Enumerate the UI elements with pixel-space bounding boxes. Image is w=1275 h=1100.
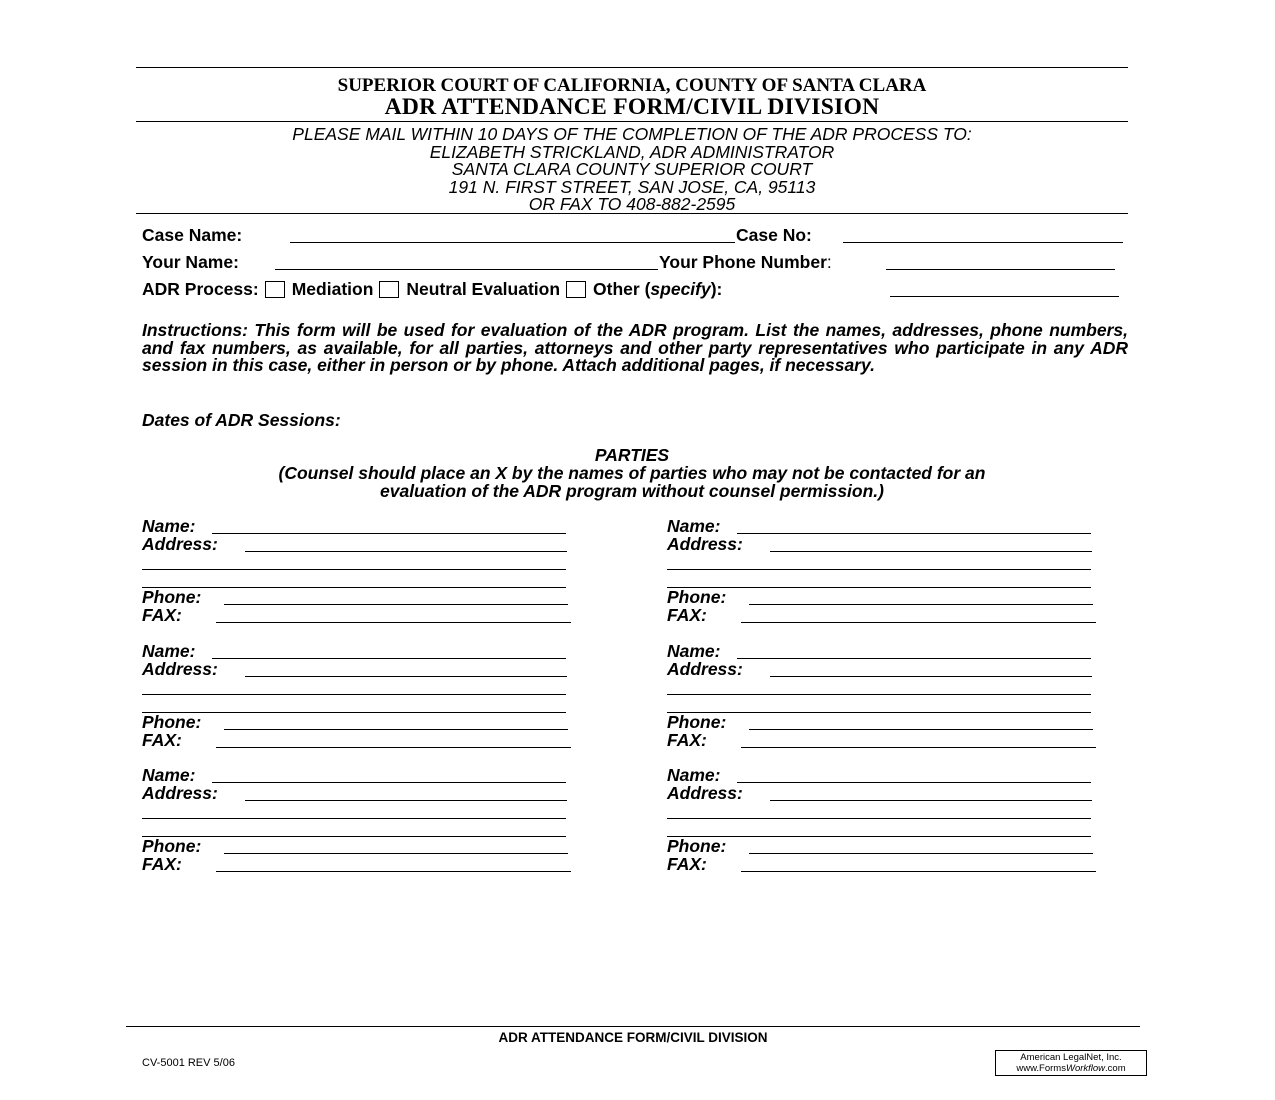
party-phone-field[interactable]	[749, 729, 1093, 730]
top-rule	[136, 67, 1128, 68]
party-fax-label: FAX:	[142, 854, 182, 874]
party-address-label: Address:	[667, 783, 743, 803]
party-fax-field[interactable]	[216, 747, 571, 748]
instructions-text: Instructions: This form will be used for evaluation of the ADR program. List the names, addresses, phone numbers, and fax numbers, as available, for all parties, attorneys and other party representatives who participate in any ADR session in this case, either in person or by phone. Attach additional pages, if necessary.	[142, 320, 1128, 376]
form-title: ADR ATTENDANCE FORM/CIVIL DIVISION	[384, 94, 880, 120]
party-address-line2[interactable]	[142, 569, 566, 570]
footer-rule	[126, 1026, 1140, 1027]
party-address-line3[interactable]	[142, 836, 566, 837]
party-name-label: Name:	[667, 765, 721, 785]
other-label-suffix: ):	[710, 279, 723, 299]
party-phone-label: Phone:	[667, 712, 727, 732]
mailing-line: PLEASE MAIL WITHIN 10 DAYS OF THE COMPLETION OF THE ADR PROCESS TO:	[292, 124, 972, 144]
mailing-line: ELIZABETH STRICKLAND, ADR ADMINISTRATOR	[429, 141, 835, 162]
mailing-line: SANTA CLARA COUNTY SUPERIOR COURT	[451, 159, 813, 179]
party-fax-label: FAX:	[142, 605, 182, 625]
party-address-field[interactable]	[245, 800, 567, 801]
party-name-field[interactable]	[212, 658, 566, 659]
party-fax-field[interactable]	[216, 622, 571, 623]
party-address-field[interactable]	[245, 676, 567, 677]
your-name-label: Your Name:	[142, 252, 239, 272]
party-phone-label: Phone:	[142, 836, 202, 856]
party-address-label: Address:	[142, 534, 218, 554]
party-name-label: Name:	[142, 765, 196, 785]
party-phone-field[interactable]	[749, 604, 1093, 605]
party-address-line3[interactable]	[142, 712, 566, 713]
mailing-rule	[136, 213, 1128, 214]
other-checkbox[interactable]	[566, 281, 586, 298]
dates-label: Dates of ADR Sessions:	[142, 410, 341, 430]
party-address-label: Address:	[142, 783, 218, 803]
parties-heading: PARTIES	[594, 445, 670, 465]
party-phone-label: Phone:	[667, 836, 727, 856]
party-name-field[interactable]	[737, 658, 1091, 659]
mailing-block	[136, 126, 1128, 214]
publisher-credit	[995, 1050, 1147, 1076]
party-address-field[interactable]	[770, 800, 1092, 801]
party-name-field[interactable]	[212, 533, 566, 534]
party-phone-label: Phone:	[142, 712, 202, 732]
party-address-line2[interactable]	[667, 818, 1091, 819]
party-address-label: Address:	[667, 534, 743, 554]
party-phone-label: Phone:	[667, 587, 727, 607]
party-fax-label: FAX:	[142, 730, 182, 750]
credit-line2-prefix: www.Forms	[1016, 1063, 1066, 1074]
title-rule	[136, 121, 1128, 122]
credit-line2	[999, 1063, 1143, 1074]
other-label-prefix: Other (	[593, 279, 651, 299]
party-name-field[interactable]	[212, 782, 566, 783]
party-name-label: Name:	[142, 641, 196, 661]
party-address-field[interactable]	[770, 551, 1092, 552]
neutral-evaluation-label: Neutral Evaluation	[406, 279, 561, 299]
party-address-label: Address:	[667, 659, 743, 679]
party-fax-field[interactable]	[741, 747, 1096, 748]
other-specify-text: specify	[650, 279, 711, 299]
party-name-label: Name:	[667, 516, 721, 536]
party-phone-field[interactable]	[749, 853, 1093, 854]
case-name-label: Case Name:	[142, 225, 243, 245]
adr-process-row	[142, 279, 722, 300]
party-address-line3[interactable]	[667, 836, 1091, 837]
party-name-field[interactable]	[737, 533, 1091, 534]
mailing-line: 191 N. FIRST STREET, SAN JOSE, CA, 95113	[448, 176, 816, 197]
party-fax-label: FAX:	[667, 730, 707, 750]
party-fax-label: FAX:	[667, 605, 707, 625]
credit-line1: American LegalNet, Inc.	[1020, 1052, 1122, 1063]
mediation-checkbox[interactable]	[265, 281, 285, 298]
party-fax-field[interactable]	[741, 622, 1096, 623]
credit-line2-suffix: .com	[1105, 1063, 1126, 1074]
party-phone-field[interactable]	[224, 729, 568, 730]
party-phone-label: Phone:	[142, 587, 202, 607]
case-no-label: Case No:	[736, 225, 812, 245]
your-phone-field[interactable]	[886, 269, 1115, 270]
party-name-label: Name:	[667, 641, 721, 661]
party-address-line2[interactable]	[142, 818, 566, 819]
party-address-line2[interactable]	[667, 569, 1091, 570]
your-phone-text: Your Phone Number	[659, 252, 827, 272]
party-address-line2[interactable]	[142, 694, 566, 695]
other-specify-field[interactable]	[890, 296, 1119, 297]
court-name: SUPERIOR COURT OF CALIFORNIA, COUNTY OF SANTA CLARA	[337, 75, 927, 96]
your-phone-label	[659, 252, 832, 273]
footer-title: ADR ATTENDANCE FORM/CIVIL DIVISION	[498, 1030, 768, 1045]
mediation-label: Mediation	[291, 279, 374, 299]
party-address-field[interactable]	[770, 676, 1092, 677]
adr-process-label: ADR Process:	[142, 279, 259, 299]
party-name-field[interactable]	[737, 782, 1091, 783]
party-name-label: Name:	[142, 516, 196, 536]
case-name-field[interactable]	[290, 242, 735, 243]
your-name-field[interactable]	[275, 269, 658, 270]
party-phone-field[interactable]	[224, 604, 568, 605]
parties-note-line2: evaluation of the ADR program without counsel permission.)	[380, 481, 884, 501]
your-phone-colon: :	[826, 252, 832, 272]
party-address-line3[interactable]	[667, 587, 1091, 588]
party-address-line3[interactable]	[667, 712, 1091, 713]
party-fax-label: FAX:	[667, 854, 707, 874]
party-address-field[interactable]	[245, 551, 567, 552]
mailing-line: OR FAX TO 408-882-2595	[528, 194, 736, 214]
party-address-line2[interactable]	[667, 694, 1091, 695]
parties-note-line1: (Counsel should place an X by the names of parties who may not be contacted for an	[278, 463, 986, 483]
case-no-field[interactable]	[843, 242, 1123, 243]
neutral-evaluation-checkbox[interactable]	[379, 281, 399, 298]
party-address-label: Address:	[142, 659, 218, 679]
party-fax-field[interactable]	[741, 871, 1096, 872]
form-id: CV-5001 REV 5/06	[142, 1057, 235, 1069]
party-address-line3[interactable]	[142, 587, 566, 588]
party-phone-field[interactable]	[224, 853, 568, 854]
credit-line2-ital: Workflow	[1065, 1063, 1106, 1074]
party-fax-field[interactable]	[216, 871, 571, 872]
